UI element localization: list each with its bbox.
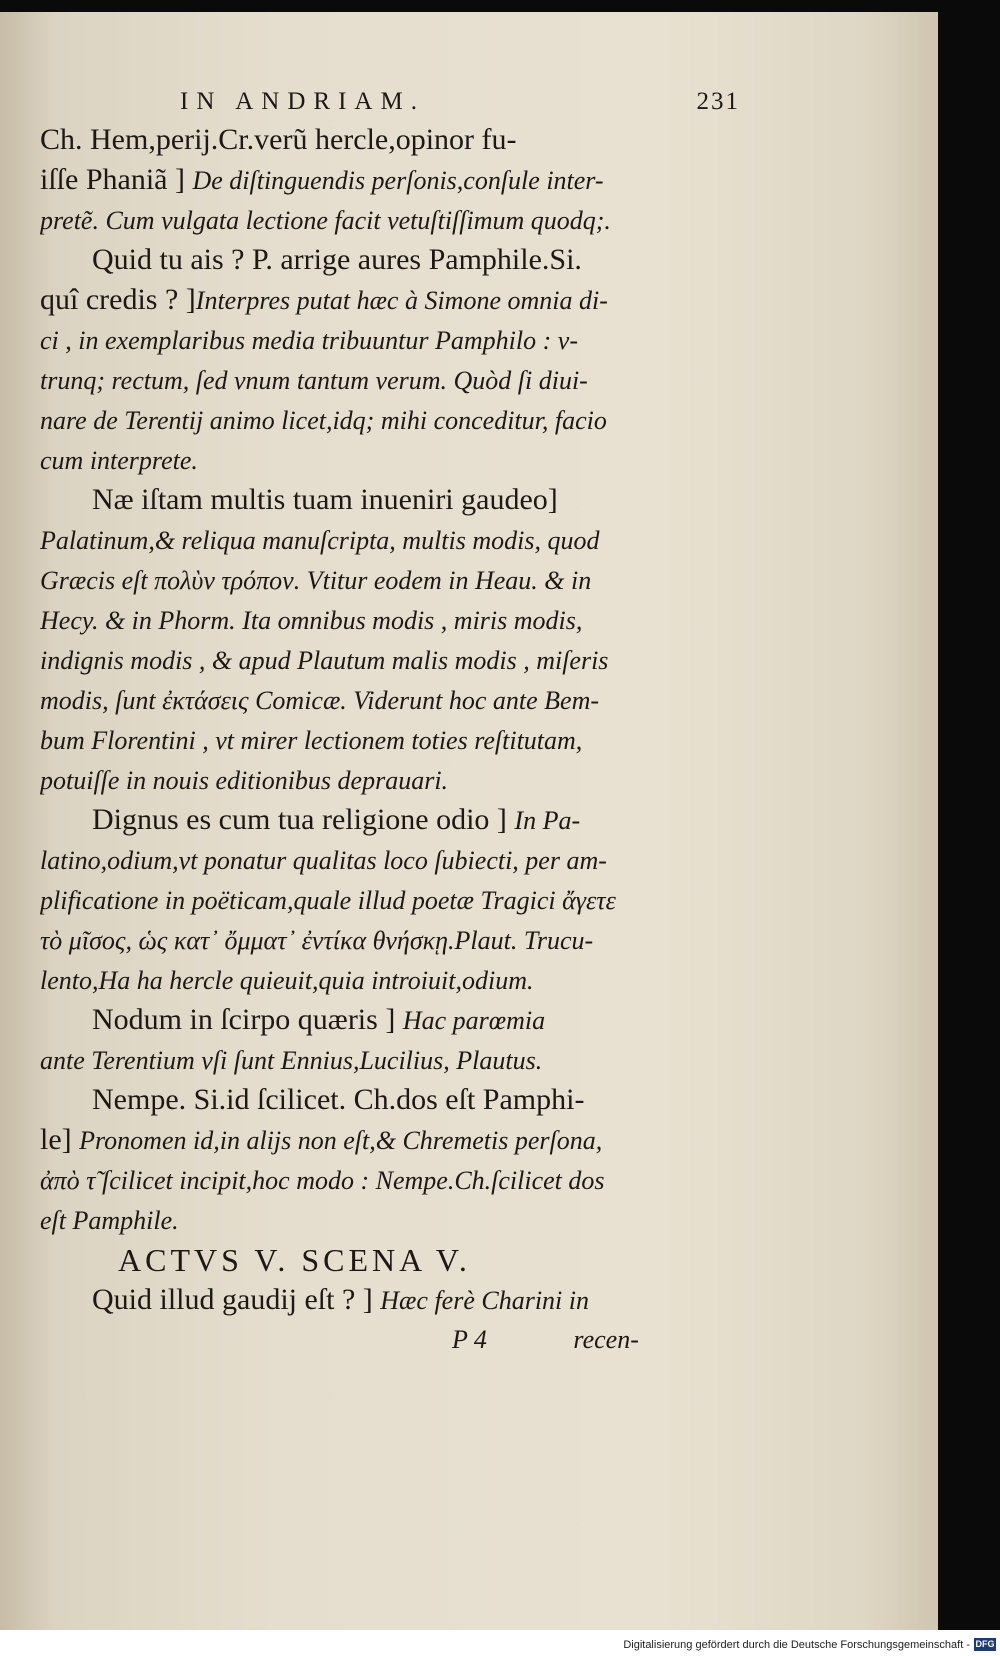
text-line <box>40 520 740 560</box>
italic-segment: latino,odium,vt ponatur qualitas loco ſubiecti, per am- <box>40 846 607 875</box>
text-line <box>40 1000 740 1040</box>
italic-segment: Hac parœmia <box>402 1006 546 1035</box>
italic-segment: modis, ſunt ἐκτάσεις Comicæ. Viderunt hoc ante Bem- <box>40 686 600 715</box>
italic-segment: lento,Ha ha hercle quieuit,quia introiuit,odium. <box>40 966 534 995</box>
italic-segment: eſt Pamphile. <box>40 1206 179 1235</box>
signature-mark: P 4 <box>452 1325 487 1354</box>
italic-segment: cum interprete. <box>40 446 198 475</box>
italic-segment: indignis modis , & apud Plautum malis modis , miſeris <box>40 646 609 675</box>
roman-segment: Quid illud gaudij eſt ? ] <box>92 1283 381 1316</box>
text-line <box>40 320 740 360</box>
roman-segment: iſſe Phaniã ] <box>40 163 193 196</box>
roman-segment: Næ iſtam multis tuam inueniri gaudeo] <box>92 483 558 516</box>
dfg-logo: DFG <box>975 1639 995 1649</box>
text-line <box>40 1040 740 1080</box>
text-line <box>40 880 740 920</box>
italic-segment: Hæc ferè Charini in <box>380 1286 589 1315</box>
page-number: 231 <box>696 88 740 115</box>
italic-segment: De diſtinguendis perſonis,conſule inter- <box>192 166 604 195</box>
text-line <box>40 440 740 480</box>
text-line <box>40 240 740 280</box>
roman-segment: Quid tu ais ? P. arrige aures Pamphile.Si. <box>92 243 582 276</box>
text-line <box>40 120 740 160</box>
italic-segment: plificatione in poëticam,quale illud poetæ Tragici ἄγετε <box>40 886 616 915</box>
italic-segment: ante Terentium vſi ſunt Ennius,Lucilius, Plautus. <box>40 1046 543 1075</box>
italic-segment: Pronomen id,in alijs non eſt,& Chremetis perſona, <box>79 1126 603 1155</box>
roman-segment: le] <box>40 1123 80 1156</box>
page-text <box>40 84 740 1360</box>
italic-segment: Palatinum,& reliqua manuſcripta, multis modis, quod <box>40 526 600 555</box>
italic-segment: ἀπὸ τ̃ ſcilicet incipit,hoc modo : Nempe.Ch.ſcilicet dos <box>40 1166 605 1195</box>
italic-segment: bum Florentini , vt mirer lectionem toties reſtitutam, <box>40 726 583 755</box>
roman-segment: Dignus es cum tua religione odio ] <box>92 803 515 836</box>
text-line <box>40 720 740 760</box>
roman-segment: Nempe. Si.id ſcilicet. Ch.dos eſt Pamphi- <box>92 1083 585 1116</box>
book-page <box>0 12 938 1630</box>
roman-segment: quî credis ? ] <box>40 283 196 316</box>
last-line <box>40 1280 740 1320</box>
italic-segment: τὸ μῖσος, ὡς κατ᾽ ὄμματ᾽ ἐντίκα θνήσκῃ.Plaut. Trucu- <box>40 926 594 955</box>
roman-segment: Nodum in ſcirpo quæris ] <box>92 1003 403 1036</box>
roman-segment: Ch. Hem,perij.Cr.verũ hercle,opinor fu- <box>40 123 517 156</box>
italic-segment: Hecy. & in Phorm. Ita omnibus modis , miris modis, <box>40 606 583 635</box>
text-line <box>40 360 740 400</box>
text-line <box>40 400 740 440</box>
header-title: IN ANDRIAM. <box>180 88 425 115</box>
text-line <box>40 680 740 720</box>
italic-segment: Græcis eſt πολὺν τρόπον. Vtitur eodem in Heau. & in <box>40 566 592 595</box>
italic-segment: trunq; rectum, ſed vnum tantum verum. Quòd ſi diui- <box>40 366 588 395</box>
italic-segment: potuiſſe in nouis editionibus deprauari. <box>40 766 449 795</box>
italic-segment: pretẽ. Cum vulgata lectione facit vetuſtiſſimum quodq;. <box>40 206 611 235</box>
catchword-line <box>40 1320 740 1360</box>
text-line <box>40 1080 740 1120</box>
body-lines <box>40 120 740 1240</box>
scene-heading: ACTVS V. SCENA V. <box>118 1242 471 1278</box>
digitization-credit: Digitalisierung gefördert durch die Deutsche Forschungsgemeinschaft - <box>623 1639 970 1651</box>
italic-segment: nare de Terentij animo licet,idq; mihi conceditur, facio <box>40 406 607 435</box>
running-header <box>40 84 740 120</box>
text-line <box>40 640 740 680</box>
text-line <box>40 560 740 600</box>
text-line <box>40 840 740 880</box>
text-line <box>40 200 740 240</box>
text-line <box>40 760 740 800</box>
text-line <box>40 480 740 520</box>
text-line <box>40 1200 740 1240</box>
text-line <box>40 160 740 200</box>
italic-segment: Interpres putat hæc à Simone omnia di- <box>195 286 608 315</box>
italic-segment: ci , in exemplaribus media tribuuntur Pamphilo : v- <box>40 326 578 355</box>
text-line <box>40 600 740 640</box>
text-line <box>40 800 740 840</box>
text-line <box>40 280 740 320</box>
text-line <box>40 1160 740 1200</box>
text-line <box>40 960 740 1000</box>
catchword: recen- <box>573 1325 639 1354</box>
text-line <box>40 920 740 960</box>
italic-segment: In Pa- <box>514 806 581 835</box>
text-line <box>40 1120 740 1160</box>
